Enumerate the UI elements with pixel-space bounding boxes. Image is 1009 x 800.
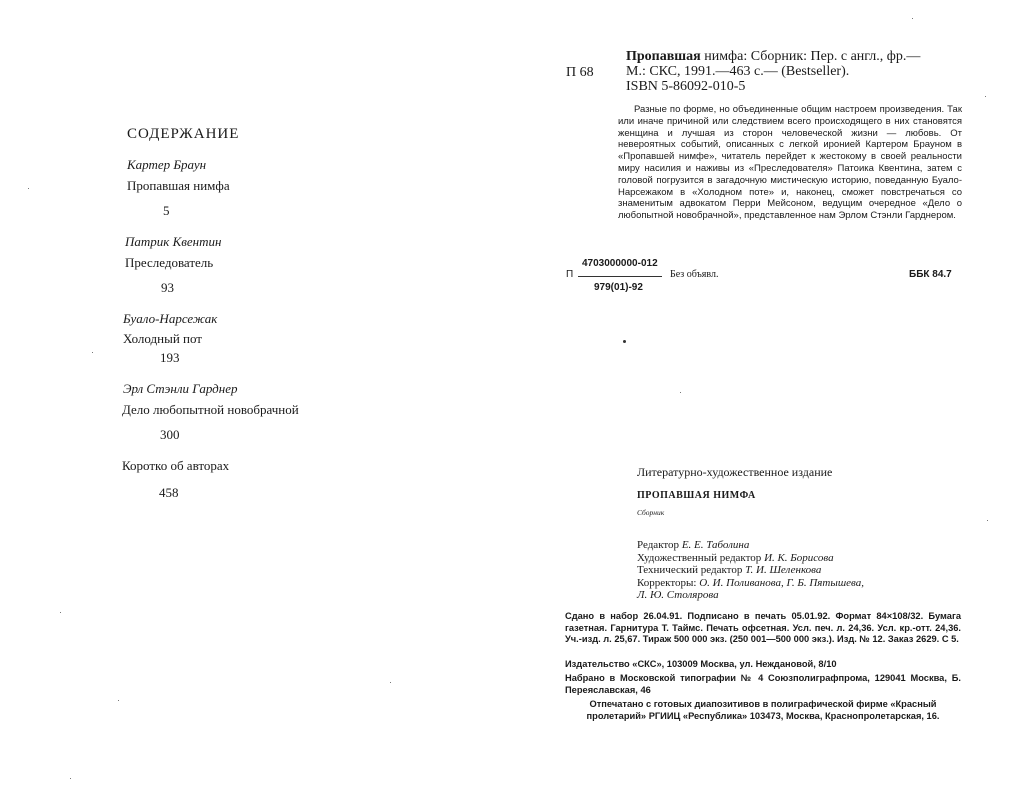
credit-line (637, 577, 977, 590)
toc-work: Преследователь (125, 255, 214, 270)
credit-line (637, 589, 977, 602)
credit-line (637, 552, 977, 565)
credits-list (637, 539, 977, 602)
no-announcement-note: Без объявл. (670, 269, 719, 280)
book-title-heading: Пропавшая (626, 49, 701, 64)
credit-name: Т. И. Шеленкова (745, 564, 822, 576)
classification-number-bottom: 979(01)-92 (594, 282, 643, 293)
bbk-code: ББК 84.7 (909, 269, 952, 280)
toc-author: Патрик Квентин (125, 234, 222, 249)
toc-author: Эрл Стэнли Гарднер (123, 381, 238, 396)
classification-block (566, 258, 962, 298)
credit-name: И. К. Борисова (764, 551, 834, 564)
printing-info: Отпечатано с готовых диапозитивов в полиграфической фирме «Красный пролетарий» РГИИЦ «Республика» 103473, Москва, Краснопролетарская, 16. (586, 699, 940, 721)
ink-dot (623, 340, 626, 343)
publisher-address: Издательство «СКС», 103009 Москва, ул. Неждановой, 8/10 (565, 659, 837, 669)
classification-letter: П (566, 269, 574, 280)
credit-role: Художественный редактор (637, 551, 765, 564)
imprint-subtitle: Сборник (637, 508, 665, 517)
credit-role: Редактор (637, 539, 682, 551)
right-page (500, 0, 1009, 800)
toc-page-number: 93 (161, 280, 174, 295)
toc-work: Пропавшая нимфа (127, 178, 230, 193)
credit-name: О. И. Поливанова, Г. Б. Пятышева, (699, 576, 864, 589)
annotation-paragraph: Разные по форме, но объединенные общим настроем произведения. Так или иначе причиной или следствием всего происходящего в них становятся женщина и лучшая из сторон человеческой жизни — любовь. От невероятных событий, описанных с легкой иронией Картером Брауном в «Пропавшей нимфе», читатель перейдет к жестокому в своей реальности миру насилия и наживы из «Преследователя» Патоика Квентина, затем с головой погрузится в загадочную мистическую историю, поведанную Буало-Нарсежаком в «Холодном поте» и, наконец, сможет повстречаться со знаменитым адвокатом Перри Мейсоном, ведущим очередное «Дело о любопытной новобрачной», представленное нам Эрлом Стэнли Гарднером. (618, 104, 962, 222)
toc-page-number: 458 (159, 485, 179, 500)
classification-number-top: 4703000000-012 (582, 258, 658, 269)
credit-role: Корректоры: (637, 576, 700, 589)
catalog-code: П 68 (566, 65, 594, 80)
toc-author: Буало-Нарсежак (123, 311, 218, 326)
toc-page-number: 300 (160, 427, 180, 442)
imprint-title: ПРОПАВШАЯ НИМФА (637, 490, 756, 501)
toc-about-authors: Коротко об авторах (122, 458, 230, 473)
isbn: ISBN 5-86092-010-5 (626, 79, 746, 94)
credit-name: Е. Е. Таболина (681, 539, 750, 551)
bibliographic-header (566, 49, 966, 94)
credit-name: Л. Ю. Столярова (637, 589, 719, 601)
technical-details: Сдано в набор 26.04.91. Подписано в печать 05.01.92. Формат 84×108/32. Бумага газетная. Гарнитура Т. Таймс. Печать офсетная. Усл. печ. л. 24,36. Усл. кр.-отт. 24,36. Уч.-изд. л. 25,67. Тираж 500 000 экз. (250 001—500 000 экз.). Изд. № 12. Заказ 2629. С 5. (565, 611, 961, 644)
toc-author: Картер Браун (127, 157, 207, 172)
contents-title: СОДЕРЖАНИЕ (127, 126, 240, 142)
toc-work: Холодный пот (123, 331, 202, 346)
credit-line (637, 564, 977, 577)
toc-page-number: 193 (160, 350, 180, 365)
bibliographic-line-2: М.: СКС, 1991.—463 с.— (Bestseller). (626, 64, 850, 79)
typesetting-info: Набрано в Московской типографии № 4 Союзполиграфпрома, 129041 Москва, Б. Переяславская, 46 (565, 673, 961, 695)
fraction-divider (578, 276, 662, 277)
credit-line (637, 539, 977, 552)
bibliographic-line-1: нимфа: Сборник: Пер. с англ., фр.— (700, 49, 921, 64)
left-page (0, 0, 500, 800)
edition-type: Литературно-художественное издание (637, 465, 833, 479)
toc-page-number: 5 (163, 203, 170, 218)
credit-role: Технический редактор (637, 564, 746, 576)
toc-work: Дело любопытной новобрачной (122, 402, 299, 417)
